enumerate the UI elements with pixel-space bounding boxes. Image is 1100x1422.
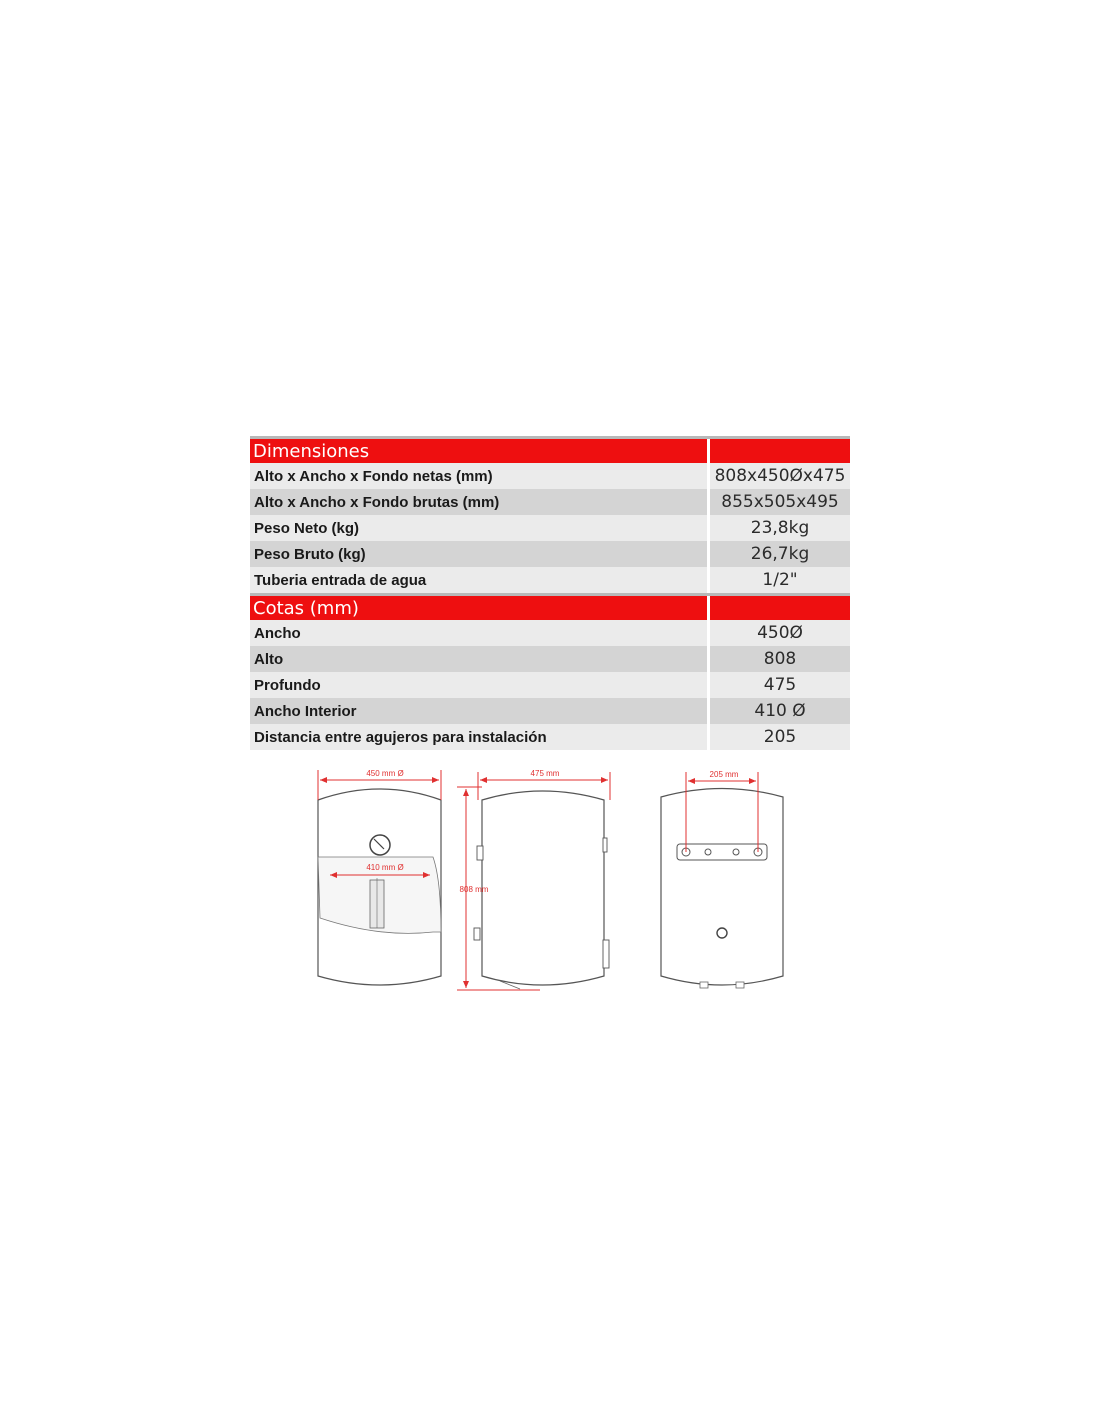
row-label: Alto x Ancho x Fondo brutas (mm) <box>250 489 707 515</box>
side-depth-label: 475 mm <box>530 769 560 778</box>
section-title: Dimensiones <box>250 439 707 463</box>
row-value: 855x505x495 <box>710 489 850 515</box>
technical-drawing <box>300 760 800 1000</box>
table-row <box>250 489 850 515</box>
row-value: 205 <box>710 724 850 750</box>
row-value: 410 Ø <box>710 698 850 724</box>
row-label: Distancia entre agujeros para instalación <box>250 724 707 750</box>
row-value: 450Ø <box>710 620 850 646</box>
side-view <box>457 769 610 990</box>
row-value: 1/2" <box>710 567 850 593</box>
table-row <box>250 541 850 567</box>
row-label: Ancho Interior <box>250 698 707 724</box>
table-row <box>250 620 850 646</box>
table-row <box>250 698 850 724</box>
table-row <box>250 646 850 672</box>
row-label: Tuberia entrada de agua <box>250 567 707 593</box>
row-value: 23,8kg <box>710 515 850 541</box>
front-width-label: 450 mm Ø <box>366 769 404 778</box>
section-header-cotas <box>250 593 850 620</box>
spec-table <box>250 436 850 750</box>
back-holes-label: 205 mm <box>709 770 739 779</box>
table-row <box>250 515 850 541</box>
row-label: Alto <box>250 646 707 672</box>
section-title: Cotas (mm) <box>250 596 707 620</box>
table-row <box>250 463 850 489</box>
row-label: Peso Neto (kg) <box>250 515 707 541</box>
table-row <box>250 724 850 750</box>
section-header-dimensiones <box>250 436 850 463</box>
row-value: 475 <box>710 672 850 698</box>
table-row <box>250 567 850 593</box>
row-label: Peso Bruto (kg) <box>250 541 707 567</box>
side-height-label: 808 mm <box>459 885 489 894</box>
back-view <box>661 770 783 988</box>
row-label: Ancho <box>250 620 707 646</box>
row-label: Profundo <box>250 672 707 698</box>
row-value: 808x450Øx475 <box>710 463 850 489</box>
front-view <box>318 769 441 985</box>
front-inner-label: 410 mm Ø <box>366 863 404 872</box>
row-value: 808 <box>710 646 850 672</box>
row-label: Alto x Ancho x Fondo netas (mm) <box>250 463 707 489</box>
row-value: 26,7kg <box>710 541 850 567</box>
table-row <box>250 672 850 698</box>
